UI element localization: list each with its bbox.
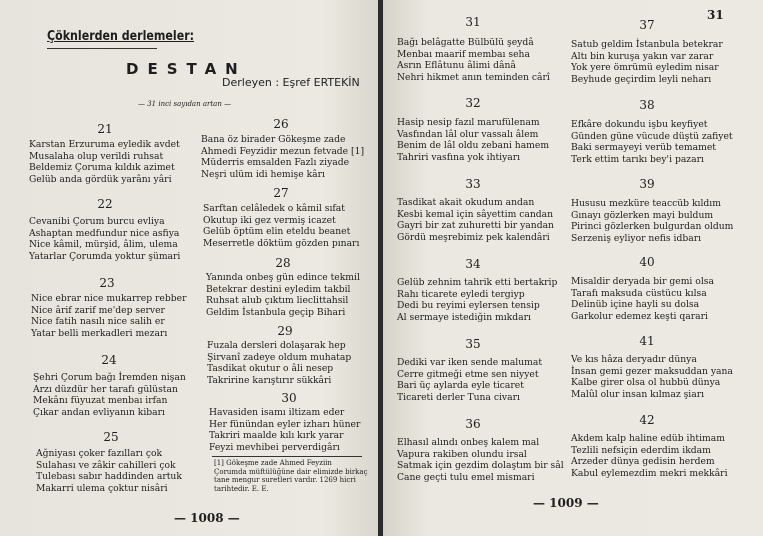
verse-line: Meserretle döktüm gözden pınarı bbox=[203, 237, 360, 249]
verse-line: Tulebası sabır haddinden artuk bbox=[36, 471, 182, 483]
verse-line: Vapura rakiben olundu irsal bbox=[397, 448, 527, 460]
verse-line: Tarafı maksuda cüstücu kılsa bbox=[571, 287, 707, 299]
stanza-number: 24 bbox=[101, 353, 117, 367]
verse-line: Tahriri vasfına yok ihtiyarı bbox=[397, 151, 521, 163]
verse-line: Al sermaye istediğin mıkdarı bbox=[397, 311, 531, 323]
verse-line: Bari üç aylarda eyle ticaret bbox=[397, 380, 524, 392]
verse-line: Benim de lâl oldu zebani hamem bbox=[397, 140, 550, 152]
verse-line: Elhasıl alındı onbeş kalem mal bbox=[397, 437, 540, 448]
verse-line: Baki sermayeyi verüb temamet bbox=[571, 142, 716, 154]
verse-line: Kabul eylemezdim mekri mekkâri bbox=[571, 467, 728, 479]
stanza-32 bbox=[397, 117, 549, 163]
stanza-30 bbox=[209, 407, 360, 453]
corner-number: 31 bbox=[707, 8, 724, 22]
verse-line: Fuzala dersleri dolaşarak hep bbox=[207, 340, 346, 351]
stanza-number: 37 bbox=[639, 18, 655, 32]
verse-line: Ağniyası çoker fazılları çok bbox=[36, 448, 163, 459]
verse-line: Gayri bir zat zuhuretti bir yandan bbox=[397, 220, 554, 232]
stanza-number: 27 bbox=[273, 186, 289, 200]
verse-line: Altı bin kuruşa yakın var zarar bbox=[571, 50, 714, 62]
stanza-42 bbox=[571, 433, 728, 479]
stanza-number: 30 bbox=[281, 391, 297, 405]
stanza-36 bbox=[397, 437, 564, 483]
section-header: Çöknlerden derlemeler: bbox=[47, 29, 195, 44]
stanza-22 bbox=[29, 216, 180, 262]
verse-line: Rahı ticarete eyledi tergiyp bbox=[397, 288, 525, 300]
verse-line: Nice ebrar nice mukarrep rebber bbox=[31, 293, 187, 304]
stanza-number: 25 bbox=[103, 430, 119, 444]
verse-line: Malûl olur insan kılmaz şiarı bbox=[571, 388, 705, 400]
compiler-credit: Derleyen : Eşref ERTEKİN bbox=[222, 76, 360, 89]
verse-line: Mekânı füyuzat menbaı irfan bbox=[33, 395, 168, 407]
stanza-33 bbox=[397, 197, 554, 243]
verse-line: Arzı düzdür her tarafı gülüstan bbox=[33, 383, 178, 395]
verse-line: Nice kâmil, mürşid, âlim, ulema bbox=[29, 239, 178, 251]
verse-line: Tasdikat okutur o âli nesep bbox=[207, 363, 334, 375]
verse-line: Nice fatih nasılı nice salih er bbox=[31, 316, 165, 328]
stanza-26 bbox=[201, 134, 364, 180]
verse-line: Misaldir deryada bir gemi olsa bbox=[571, 276, 714, 287]
stanza-number: 31 bbox=[465, 15, 481, 29]
verse-line: Hasip nesip fazıl marufülenam bbox=[397, 117, 540, 128]
stanza-number: 32 bbox=[465, 96, 481, 110]
verse-line: İnsan gemi gezer maksuddan yana bbox=[571, 365, 733, 377]
verse-line: Beyhude geçirdim leyli neharı bbox=[571, 73, 712, 85]
stanza-number: 22 bbox=[97, 197, 113, 211]
verse-line: Takririne karıştırır sükkâri bbox=[207, 374, 332, 386]
verse-line: Dediki var iken sende malumat bbox=[397, 357, 543, 368]
stanza-number: 28 bbox=[275, 256, 291, 270]
stanza-number: 38 bbox=[639, 98, 655, 112]
footnote-line: tarihtedir. E. E. bbox=[214, 484, 269, 493]
stanza-25 bbox=[36, 448, 182, 494]
verse-line: Bana öz birader Gökeşme zade bbox=[201, 134, 346, 145]
verse-line: Satmak için gezdim dolaştım bir sâl bbox=[397, 460, 564, 472]
verse-line: Satub geldim İstanbula betekrar bbox=[571, 39, 723, 50]
verse-line: Gelüb anda gördük yarânı yâri bbox=[29, 173, 172, 185]
verse-line: Her fünündan eyler izharı hüner bbox=[209, 418, 361, 430]
verse-line: Vasfından lâl olur vassalı âlem bbox=[397, 128, 539, 140]
verse-line: Takriri maalde kılı kırk yarar bbox=[209, 430, 344, 442]
header-underline bbox=[47, 48, 157, 49]
stanza-41 bbox=[571, 354, 733, 400]
footnote-rule bbox=[212, 456, 362, 457]
stanza-number: 29 bbox=[277, 324, 293, 338]
verse-line: Gördü meşrebimiz pek kalendâri bbox=[397, 231, 550, 243]
verse-line: Kesbi kemal için sâyettim candan bbox=[397, 208, 554, 220]
right-page bbox=[383, 0, 763, 536]
verse-line: Musalaha olup verildi ruhsat bbox=[29, 150, 164, 162]
verse-line: Nice ârif zarif me'dep server bbox=[31, 304, 165, 316]
verse-line: Geldim İstanbula geçip Bihari bbox=[206, 306, 346, 318]
verse-line: Cevanibi Çorum burcu evliya bbox=[29, 216, 165, 227]
verse-line: Yok yere ömrümü eyledim nisar bbox=[571, 62, 719, 74]
continued-note: — 31 inci sayıdan artan — bbox=[138, 100, 232, 108]
verse-line: Gelüb zehnim tahrik etti bertakrip bbox=[397, 277, 558, 288]
verse-line: Akdem kalp haline edüb ihtimam bbox=[571, 433, 725, 444]
verse-line: Tasdikat akait okudum andan bbox=[397, 197, 535, 208]
verse-line: Pirinci gözlerken bulgurdan oldum bbox=[571, 221, 734, 233]
footnote bbox=[214, 459, 368, 493]
verse-line: Yatarlar Çorumda yoktur şümari bbox=[29, 250, 181, 262]
verse-line: Dedi bu reyimi eylersen tensip bbox=[397, 300, 540, 312]
stanza-number: 40 bbox=[639, 255, 655, 269]
stanza-number: 23 bbox=[99, 276, 115, 290]
stanza-23 bbox=[31, 293, 186, 339]
stanza-number: 41 bbox=[639, 334, 655, 348]
page-number: — 1008 — bbox=[174, 511, 240, 525]
verse-line: Ticareti derler Tuna civarı bbox=[397, 391, 520, 403]
verse-line: Betekrar destini eyledim takbil bbox=[206, 283, 351, 295]
verse-line: Nehri hikmet anın teminden cârî bbox=[397, 71, 550, 83]
stanza-39 bbox=[571, 198, 733, 244]
verse-line: Gelüb öptüm elin eteldu beanet bbox=[203, 226, 351, 238]
verse-line: Cerre gitmeği etme sen niyyet bbox=[397, 368, 539, 380]
verse-line: Sulahası ve zâkir cahilleri çok bbox=[36, 459, 176, 471]
stanza-24 bbox=[33, 372, 186, 418]
left-page bbox=[0, 0, 380, 536]
verse-line: Şehri Çorum bağı İremden nişan bbox=[33, 372, 186, 383]
stanza-40 bbox=[571, 276, 714, 322]
verse-line: Garkolur edemez keşti qarari bbox=[571, 310, 708, 322]
stanza-number: 34 bbox=[465, 257, 481, 271]
stanza-28 bbox=[206, 272, 360, 318]
verse-line: Terk ettim tarıkı bey'i pazarı bbox=[571, 153, 704, 165]
stanza-number: 26 bbox=[273, 117, 289, 131]
stanza-31 bbox=[397, 37, 550, 83]
verse-line: Kalbe girer olsa ol hubbü dünya bbox=[571, 377, 721, 389]
verse-line: Makarri ulema çoktur nisâri bbox=[36, 482, 168, 494]
footnote-line: [1] Gökeşme zade Ahmed Feyziin bbox=[214, 459, 332, 467]
stanza-number: 42 bbox=[639, 413, 655, 427]
page-number: — 1009 — bbox=[533, 496, 599, 510]
stanza-number: 35 bbox=[465, 337, 481, 351]
verse-line: Hususu mezküre teaccüb kıldım bbox=[571, 198, 721, 209]
verse-line: Delinüb içine hayli su dolsa bbox=[571, 299, 700, 311]
verse-line: Bağı belâgatte Bülbülü şeydâ bbox=[397, 37, 534, 48]
footnote-line: tane mengur suretleri vardır. 1269 hicri bbox=[214, 476, 356, 484]
stanza-number: 39 bbox=[639, 177, 655, 191]
verse-line: Feyzi mevhibei perverdigârı bbox=[209, 441, 340, 453]
verse-line: Ruhsat alub çıktım lieclittahsil bbox=[206, 295, 349, 307]
stanza-37 bbox=[571, 39, 723, 85]
verse-line: Günden güne vücude düştü zafiyet bbox=[571, 130, 733, 142]
stanza-21 bbox=[29, 139, 180, 185]
stanza-38 bbox=[571, 119, 733, 165]
verse-line: Havasiden isamı iltizam eder bbox=[209, 407, 345, 418]
poem-title: DESTAN bbox=[126, 60, 247, 78]
verse-line: Menbaı maarif membaı seha bbox=[397, 48, 530, 60]
stanza-27 bbox=[203, 203, 359, 249]
verse-line: Tezlili nefsiçin ederdim ikdam bbox=[571, 444, 711, 456]
stanza-35 bbox=[397, 357, 542, 403]
verse-line: Yanında onbeş gün edince tekmil bbox=[206, 272, 360, 283]
verse-line: Yatar belli merkadleri mezarı bbox=[31, 327, 168, 339]
stanza-34 bbox=[397, 277, 557, 323]
stanza-29 bbox=[207, 340, 351, 386]
verse-line: Arzeder dünya gedisin herdem bbox=[571, 456, 715, 468]
verse-line: Müderris emsalden Fazlı ziyade bbox=[201, 157, 350, 169]
stanza-number: 21 bbox=[97, 122, 113, 136]
stanza-number: 36 bbox=[465, 417, 481, 431]
verse-line: Ashaptan medfundur nice asfiya bbox=[29, 227, 180, 239]
verse-line: Karstan Erzuruma eyledik avdet bbox=[29, 139, 180, 150]
verse-line: Şirvanî zadeye oldum muhatap bbox=[207, 351, 352, 363]
verse-line: Asrın Eflâtunu âlimi dânâ bbox=[397, 60, 516, 72]
verse-line: Çıkar andan evliyanın kibarı bbox=[33, 406, 165, 418]
verse-line: Serzeniş eyliyor nefis idbarı bbox=[571, 232, 702, 244]
verse-line: Ahmedi Feyzidir mezun fetvade [1] bbox=[201, 145, 365, 157]
stanza-number: 33 bbox=[465, 177, 481, 191]
verse-line: Gınayı gözlerken mayi buldum bbox=[571, 209, 714, 221]
verse-line: Okutup iki gez vermiş icazet bbox=[203, 214, 336, 226]
verse-line: Efkâre dokundu işbu keyfiyet bbox=[571, 119, 708, 130]
footnote-line: Çorumda müftülüğüne dair elimizde birkaç bbox=[214, 467, 368, 476]
verse-line: Cane geçti tulu emel mismari bbox=[397, 471, 535, 483]
verse-line: Sarftan celâledek o kâmil sıfat bbox=[203, 203, 345, 214]
verse-line: Beldemiz Çoruma kıldık azimet bbox=[29, 162, 175, 174]
verse-line: Ve kıs hâza deryadır dünya bbox=[571, 354, 697, 365]
verse-line: Neşri ulüm idi hemişe kârı bbox=[201, 168, 325, 180]
